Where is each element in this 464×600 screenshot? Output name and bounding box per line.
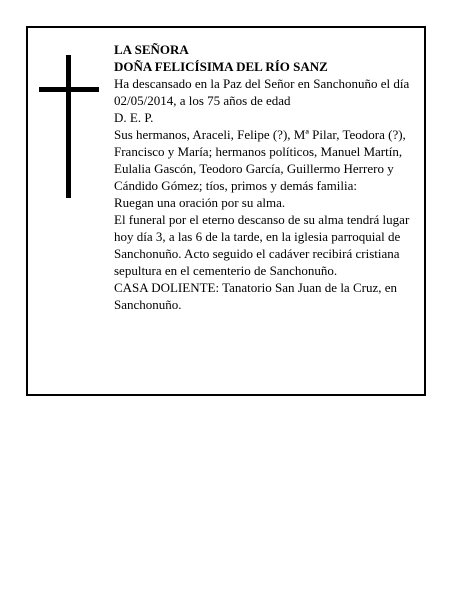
obituary-text <box>114 41 418 313</box>
title-line-1: LA SEÑORA <box>114 42 189 57</box>
rest-statement: Ha descansado en la Paz del Señor en Sanchonuño el día 02/05/2014, a los 75 años de edad <box>114 76 410 108</box>
obituary-notice <box>26 26 426 396</box>
deceased-name: DOÑA FELICÍSIMA DEL RÍO SANZ <box>114 59 328 74</box>
cross-vertical-bar <box>66 55 71 198</box>
family-list: Sus hermanos, Araceli, Felipe (?), Mª Pilar, Teodora (?), Francisco y María; hermanos políticos, Manuel Martín, Eulalia Gascón, Teodoro García, Guillermo Herrero y Cándido Gómez; tíos, primos y demás familia: <box>114 127 406 193</box>
funeral-details: El funeral por el eterno descanso de su alma tendrá lugar hoy día 3, a las 6 de la tarde, en la iglesia parroquial de Sanchonuño. Acto seguido el cadáver recibirá cristiana sepultura en el cementerio de Sanchonuño. <box>114 212 410 278</box>
cross-horizontal-bar <box>39 87 99 92</box>
prayer-request: Ruegan una oración por su alma. <box>114 195 286 210</box>
mourning-house: CASA DOLIENTE: Tanatorio San Juan de la Cruz, en Sanchonuño. <box>114 280 397 312</box>
latin-cross-icon <box>39 55 99 198</box>
dep-line: D. E. P. <box>114 110 154 125</box>
